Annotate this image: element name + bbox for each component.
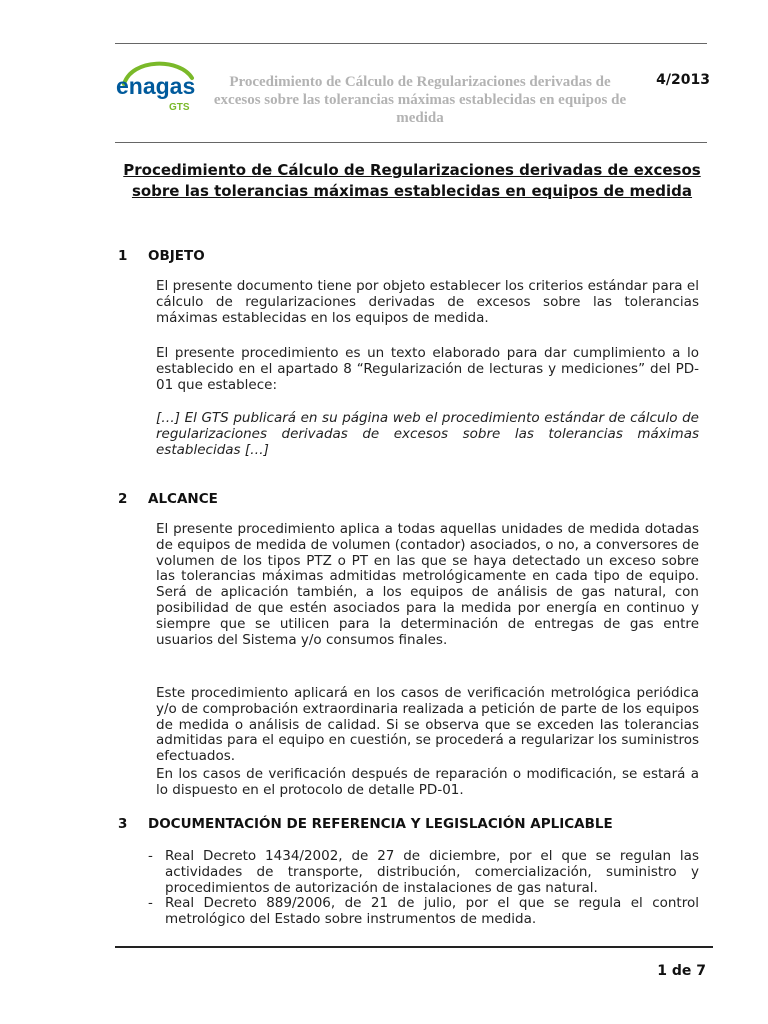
alcance-paragraph-2: Este procedimiento aplicará en los casos de verificación metrológica periódica y/o de comprobación extraordinaria realizada a petición de parte de los equipos de medida o análisis de calidad. Si se observa que se exceden las tolerancias admitidas para el equipo en cuestión, se procederá a regularizar los suministros efectuados. <box>156 685 699 765</box>
alcance-paragraph-3: En los casos de verificación después de reparación o modificación, se estará a lo dispuesto en el protocolo de detalle PD-01. <box>156 766 699 798</box>
header-title: Procedimiento de Cálculo de Regularizaciones derivadas de excesos sobre las tolerancias máximas establecidas en equipos de medida <box>213 74 627 126</box>
section-heading-alcance <box>118 491 218 507</box>
logo-text: enagas <box>116 73 196 99</box>
list-item <box>148 849 699 896</box>
section-heading-documentacion <box>118 816 613 832</box>
header-top-rule <box>115 43 707 44</box>
header-bottom-rule <box>115 142 707 143</box>
reference-list <box>148 849 699 928</box>
objeto-quote: […] El GTS publicará en su página web el procedimiento estándar de cálculo de regularizaciones derivadas de excesos sobre las tolerancias máximas establecidas […] <box>156 410 699 458</box>
page-title: Procedimiento de Cálculo de Regularizaciones derivadas de excesos sobre las tolerancias máximas establecidas en equipos de medida <box>123 161 701 200</box>
reference-text: Real Decreto 1434/2002, de 27 de diciembre, por el que se regulan las actividades de transporte, distribución, comercialización, suministro y procedimientos de autorización de instalaciones de gas natural. <box>165 848 699 896</box>
section-title: DOCUMENTACIÓN DE REFERENCIA Y LEGISLACIÓN APLICABLE <box>148 816 613 832</box>
logo-sub-text: GTS <box>169 102 190 113</box>
list-bullet: - <box>148 895 153 912</box>
objeto-paragraph-1: El presente documento tiene por objeto establecer los criterios estándar para el cálculo de regularizaciones derivadas de excesos sobre las tolerancias máximas establecidas en los equipos de medida. <box>156 278 699 326</box>
section-number: 1 <box>118 248 128 264</box>
list-item <box>148 896 699 928</box>
section-title: OBJETO <box>148 248 205 264</box>
footer-rule <box>115 946 713 948</box>
alcance-paragraph-1: El presente procedimiento aplica a todas aquellas unidades de medida dotadas de equipos de medida de volumen (contador) asociados, o no, a conversores de volumen de los tipos PTZ o PT en las que se haya detectado un exceso sobre las tolerancias máximas admitidas metrológicamente en cada tipo de equipo. Será de aplicación también, a los equipos de análisis de gas natural, con posibilidad de que estén asociados para la medida por energía en continuo y siempre que se utilicen para la determinación de entregas de gas entre usuarios del Sistema y/o consumos finales. <box>156 521 699 648</box>
section-number: 3 <box>118 816 128 832</box>
section-heading-objeto <box>118 248 205 264</box>
enagas-logo <box>114 56 204 116</box>
document-number: 4/2013 <box>656 72 710 88</box>
objeto-paragraph-2: El presente procedimiento es un texto elaborado para dar cumplimiento a lo establecido en el apartado 8 “Regularización de lecturas y mediciones” del PD-01 que establece: <box>156 345 699 393</box>
section-title: ALCANCE <box>148 491 218 507</box>
list-bullet: - <box>148 848 153 864</box>
section-number: 2 <box>118 491 128 507</box>
reference-text: Real Decreto 889/2006, de 21 de julio, por el que se regula el control metrológico del Estado sobre instrumentos de medida. <box>165 895 699 928</box>
page-number: 1 de 7 <box>657 963 706 979</box>
